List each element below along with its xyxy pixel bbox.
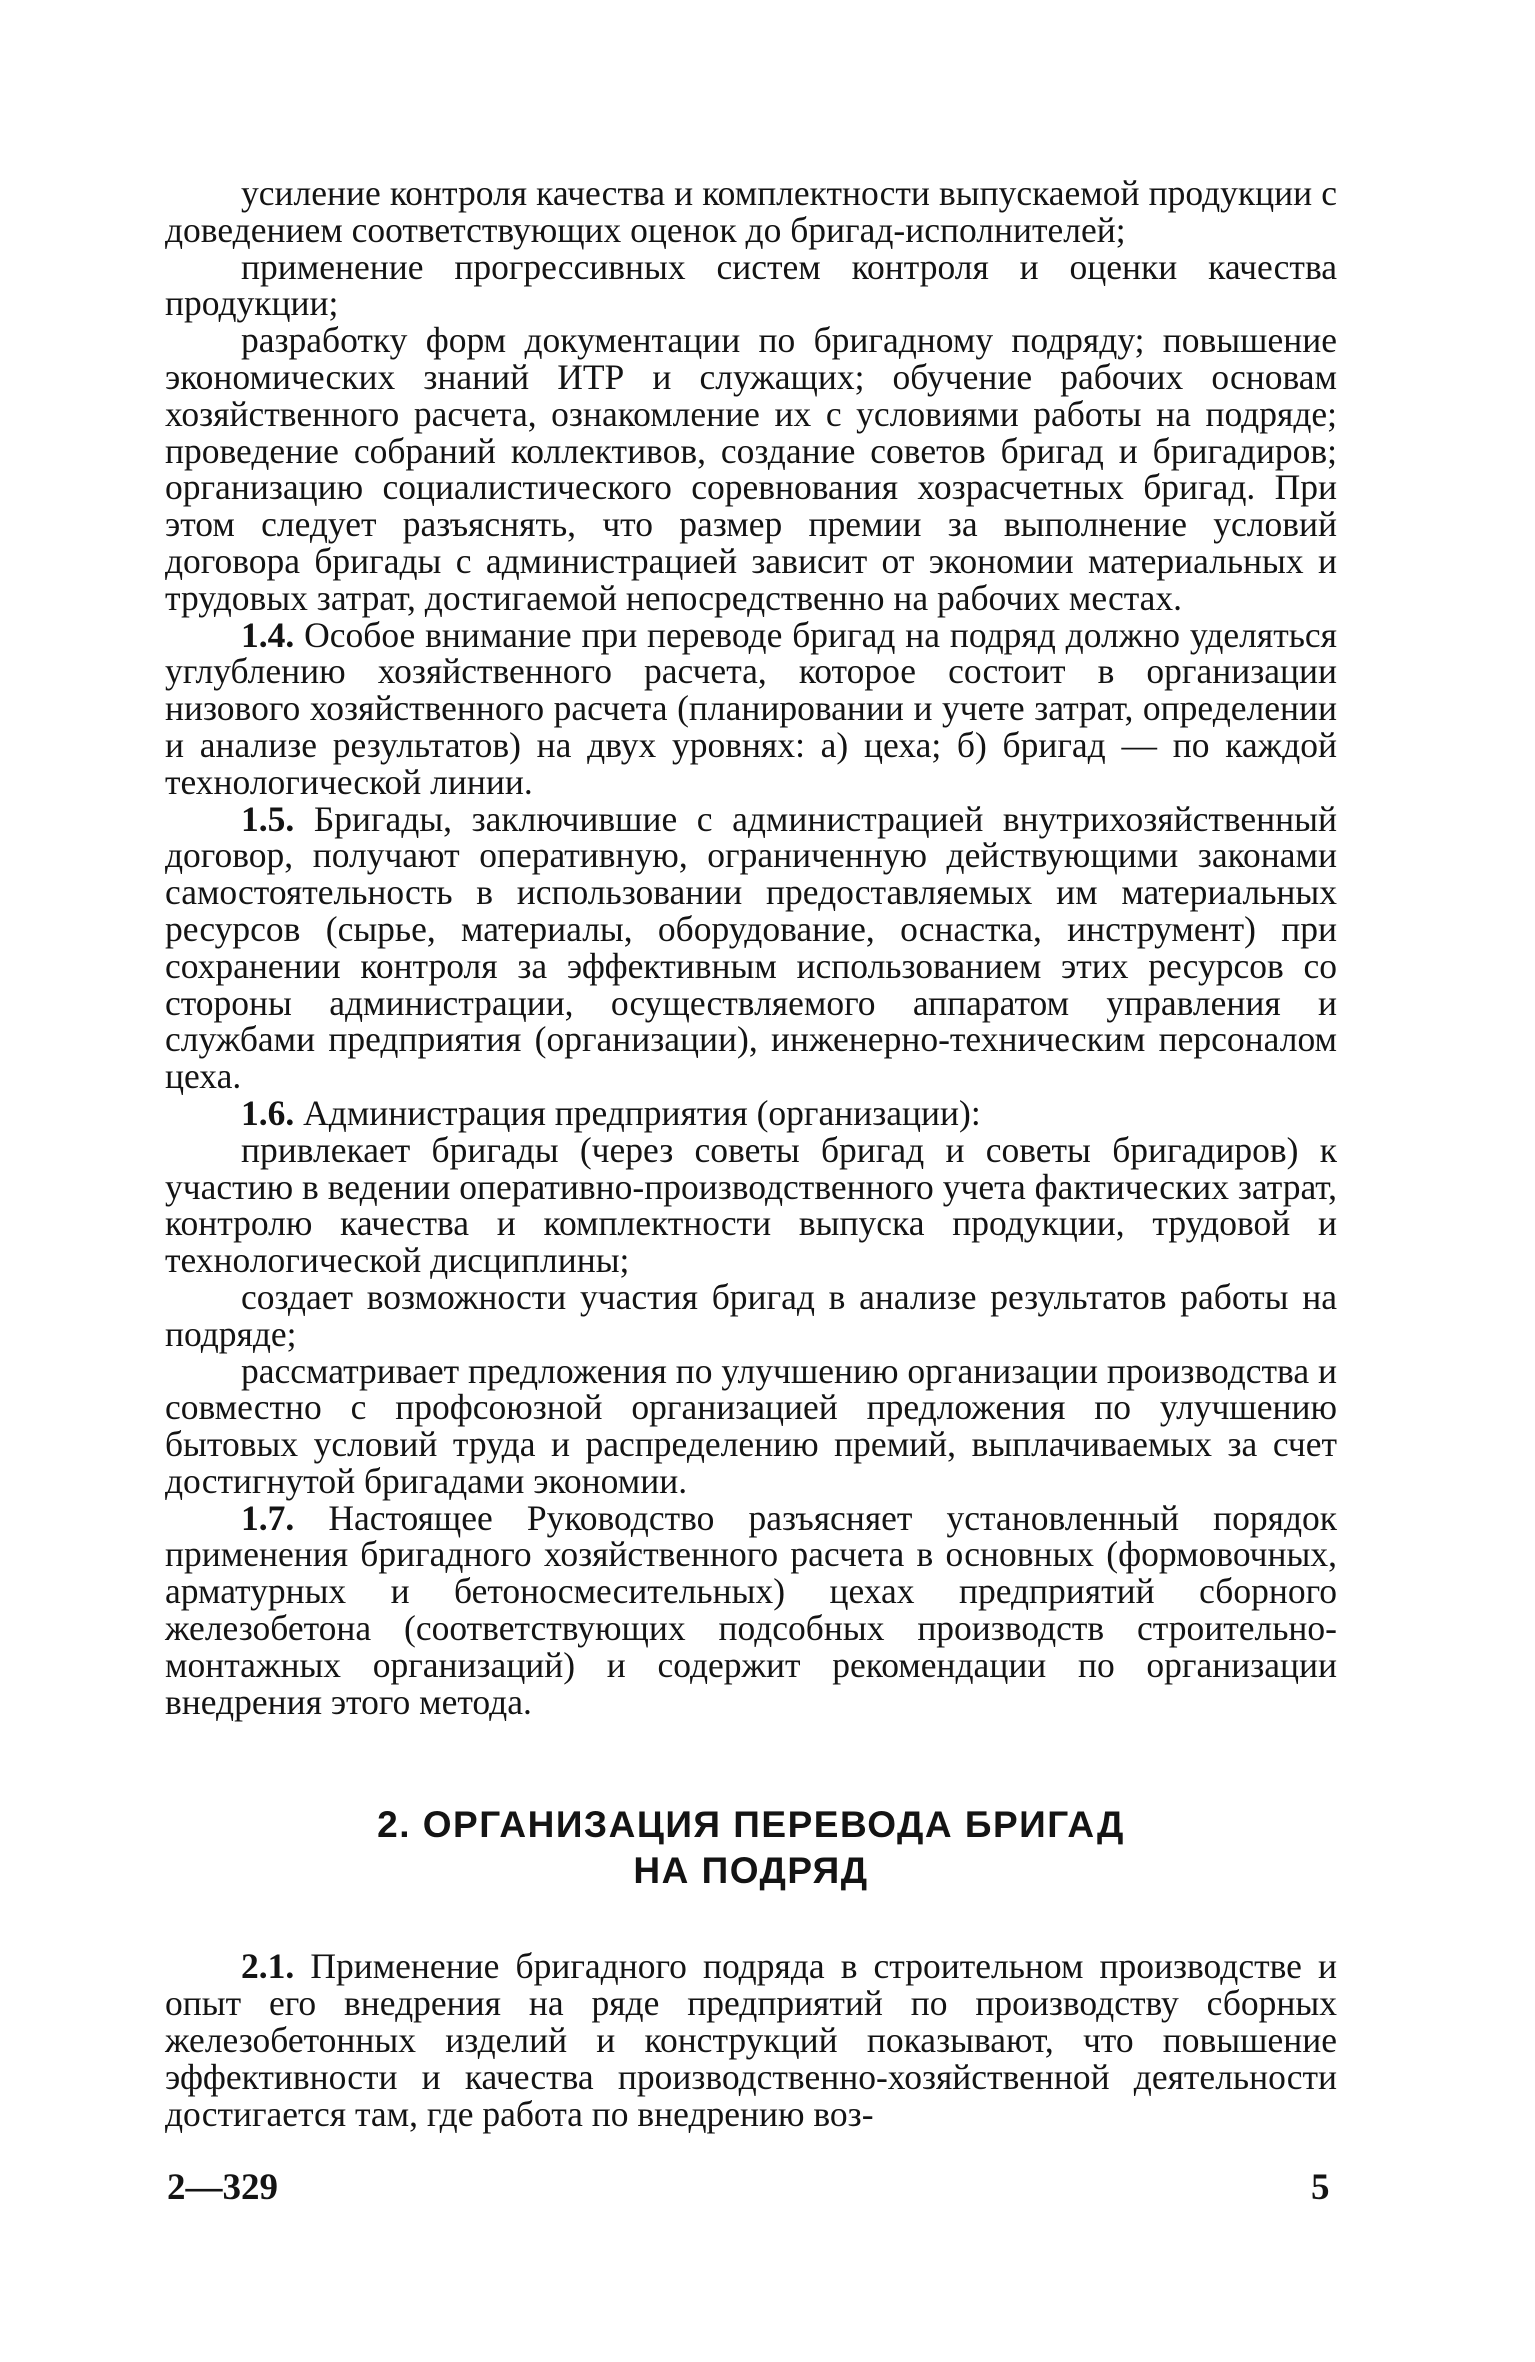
clause-text: Особое внимание при переводе бригад на подряд должно уделяться углублению хозяйственного расчета, которое состоит в организации низового хозяйственного расчета (планировании и учете затрат, определении и анализе результатов) на двух уровнях: а) цеха; б) бригад — по каждой технологической линии. (165, 614, 1337, 802)
section-2-heading (165, 1802, 1337, 1894)
clause-number: 1.7. (241, 1497, 295, 1538)
section-heading-line2: НА ПОДРЯД (633, 1850, 869, 1892)
paragraph-documentation: разработку форм документации по бригадному подряду; повышение экономических знаний ИТР и служащих; обучение рабочих основам хозяйственного расчета, ознакомление их с условиями работы на подряде; проведение собраний коллективов, создание советов бригад и бригадиров; организацию социалистического соревнования хозрасчетных бригад. При этом следует разъяснять, что размер премии за выполнение условий договора бригады с администрацией зависит от экономии материальных и трудовых затрат, достигаемой непосредственно на рабочих местах. (165, 320, 1337, 618)
clause-number: 2.1. (241, 1946, 295, 1987)
clause-1-6-item: привлекает бригады (через советы бригад и советы бригадиров) к участию в ведении оперативно-производственного учета фактических затрат, контролю качества и комплектности выпуска продукции, трудовой и технологической дисциплины; (165, 1129, 1337, 1281)
clause-1-5 (165, 798, 1338, 1097)
clause-number: 1.5. (241, 798, 295, 839)
clause-text: Настоящее Руководство разъясняет установленный порядок применения бригадного хозяйственного расчета в основных (формовочных, арматурных и бетоносмесительных) цехах предприятий сборного железобетона (соответствующих подсобных производств строительно-монтажных организаций) и содержит рекомендации по организации внедрения этого метода. (165, 1497, 1338, 1722)
clause-1-6 (165, 1092, 1337, 1133)
clause-1-6-item: создает возможности участия бригад в анализе результатов работы на подряде; (165, 1276, 1337, 1354)
paragraph-progressive-systems: применение прогрессивных систем контроля и оценки качества продукции; (165, 246, 1337, 324)
paragraph-quality-control: усиление контроля качества и комплектности выпускаемой продукции с доведением соответствующих оценок до бригад-исполнителей; (165, 173, 1337, 250)
clause-number: 1.4. (241, 614, 295, 655)
clause-number: 1.6. (241, 1092, 295, 1133)
clause-2-1 (165, 1948, 1337, 2132)
clause-1-4 (165, 614, 1337, 802)
clause-text: Применение бригадного подряда в строительном производстве и опыт его внедрения на ряде предприятий по производству сборных железобетонных изделий и конструкций показывают, что повышение эффективности и качества производственно-хозяйственной деятельности достигается там, где работа по внедрению воз- (165, 1946, 1338, 2134)
page-number: 5 (1311, 2167, 1330, 2208)
printer-signature: 2—329 (167, 2167, 278, 2208)
clause-1-7 (165, 1497, 1338, 1722)
clause-text: Бригады, заключившие с администрацией внутрихозяйственный договор, получают оперативную, ограниченную действующими законами самостоятельность в использовании предоставляемых им материальных ресурсов (сырье, материалы, оборудование, оснастка, инструмент) при сохранении контроля за эффективным использованием этих ресурсов со стороны администрации, осуществляемого аппаратом управления и службами предприятия (организации), инженерно-техническим персоналом цеха. (165, 798, 1338, 1097)
section-heading-line1: 2. ОРГАНИЗАЦИЯ ПЕРЕВОДА БРИГАД (377, 1804, 1125, 1846)
clause-text: Администрация предприятия (организации): (303, 1092, 981, 1133)
clause-1-6-item: рассматривает предложения по улучшению организации производства и совместно с профсоюзной организацией предложения по улучшению бытовых условий труда и распределению премий, выплачиваемых за счет достигнутой бригадами экономии. (165, 1350, 1337, 1501)
document-page (165, 175, 1337, 2132)
